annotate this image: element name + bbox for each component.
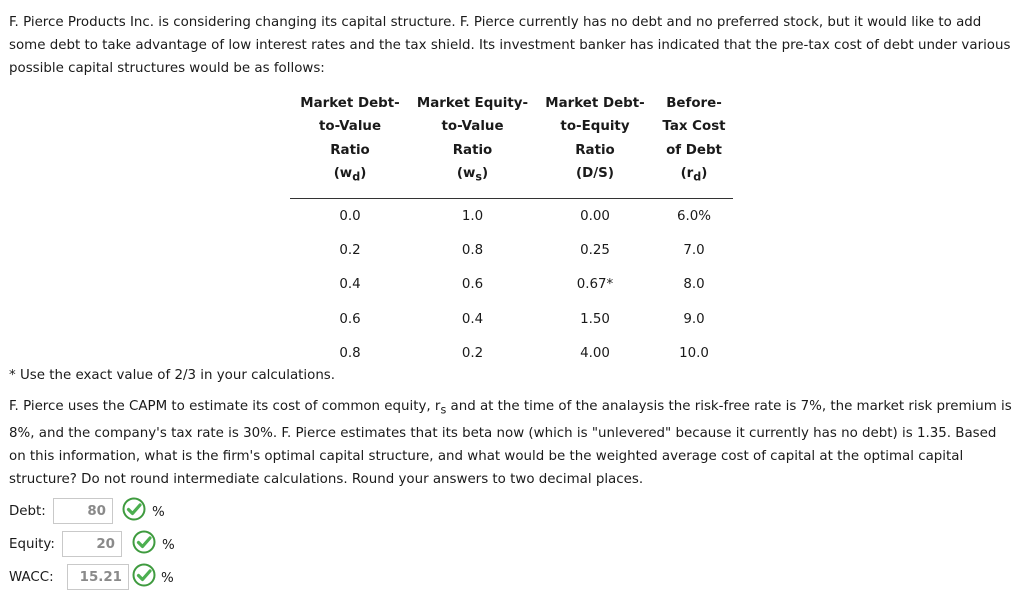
check-circle-icon [122,497,146,521]
debt-unit: % [152,505,165,520]
header-symbol: $(w_d)$ [333,165,367,184]
header-symbol: (D/S) [576,165,614,181]
table-cell: 0.2 [339,242,361,258]
debt-label: Debt: [9,504,46,519]
table-row [290,198,733,233]
equity-label: Equity: [9,537,55,552]
table-cell: 0.67* [576,277,614,293]
header-line: to-Value [318,119,382,135]
header-debt-to-value [290,92,410,198]
table-cell: 1.0 [461,208,484,224]
wacc-label: WACC: [9,570,54,585]
header-line: Ratio [452,142,493,158]
table-cell: 9.0 [683,311,705,327]
table-row [290,268,733,302]
equity-input[interactable] [62,531,122,557]
table-cell: 0.8 [461,242,484,258]
header-line: Ratio [330,142,370,158]
header-line: of Debt [666,142,722,158]
footnote: * Use the exact value of 2/3 in your calculations. [9,368,336,383]
table-cell: 0.25 [580,242,610,258]
header-equity-to-value [410,92,535,198]
table-cell: 0.6 [339,311,361,327]
table-cell: 0.0 [339,208,361,224]
table-cell: 10.0 [679,346,709,362]
table-row [290,336,733,370]
table-cell: 1.50 [580,311,610,327]
wacc-input[interactable] [67,564,129,590]
table-cell: 0.6 [461,277,484,293]
table-cell: 6.0% [676,208,712,224]
check-circle-icon [132,563,156,587]
table-cell: 0.8 [339,346,361,362]
problem-intro: F. Pierce Products Inc. is considering changing its capital structure. F. Pierce currently has no debt and no preferred stock, but it would like to add some debt to take advantage of low interest rates and the tax shield. Its investment banker has indicated that the pre-tax cost of debt under various possible capital structures would be as follows: [9,15,1011,76]
table-cell: 0.4 [339,277,361,293]
table-cell: 0.4 [461,311,484,327]
check-circle-icon [132,530,156,554]
debt-input[interactable] [53,498,113,524]
header-line: Market Equity- [416,96,529,111]
header-line: to-Equity [560,119,630,135]
table-cell: 4.00 [580,346,610,362]
header-line: Ratio [575,142,615,158]
header-debt-to-equity [535,92,655,198]
question-part: and at the time of the analaysis the risk-free rate is 7%, the market risk premium is 8%, and the company's tax rate is 30%. F. Pierce estimates that its beta now (which is "unlevered" because it currently has no debt) is 1.35. Based on this information, what is the firm's optimal capital structure, and what would be the weighted average cost of capital at the optimal capital structure? Do not round intermediate calculations. Round your answers to two decimal places. [9,399,1012,487]
header-line: Tax Cost [662,119,726,135]
table-cell: 0.00 [580,208,610,224]
question-subscript: s [440,403,447,417]
capital-structure-table [290,92,733,371]
table-header-row [290,92,733,198]
table-cell: 8.0 [683,277,705,293]
header-symbol: $(w_s)$ [456,165,489,184]
header-line: Market Debt- [545,96,645,111]
equity-unit: % [162,538,175,553]
header-cost-of-debt [655,92,733,198]
header-line: to-Value [441,119,504,135]
header-symbol: $(r_d)$ [680,165,708,184]
wacc-unit: % [161,571,174,586]
question-text [9,395,1017,491]
table-cell: 0.2 [461,346,484,362]
table-row [290,233,733,267]
header-line: Market Debt- [300,96,400,111]
table-cell: 7.0 [683,242,705,258]
table-row [290,302,733,336]
header-line: Before- [666,96,722,111]
question-part: F. Pierce uses the CAPM to estimate its cost of common equity, r [9,399,441,414]
